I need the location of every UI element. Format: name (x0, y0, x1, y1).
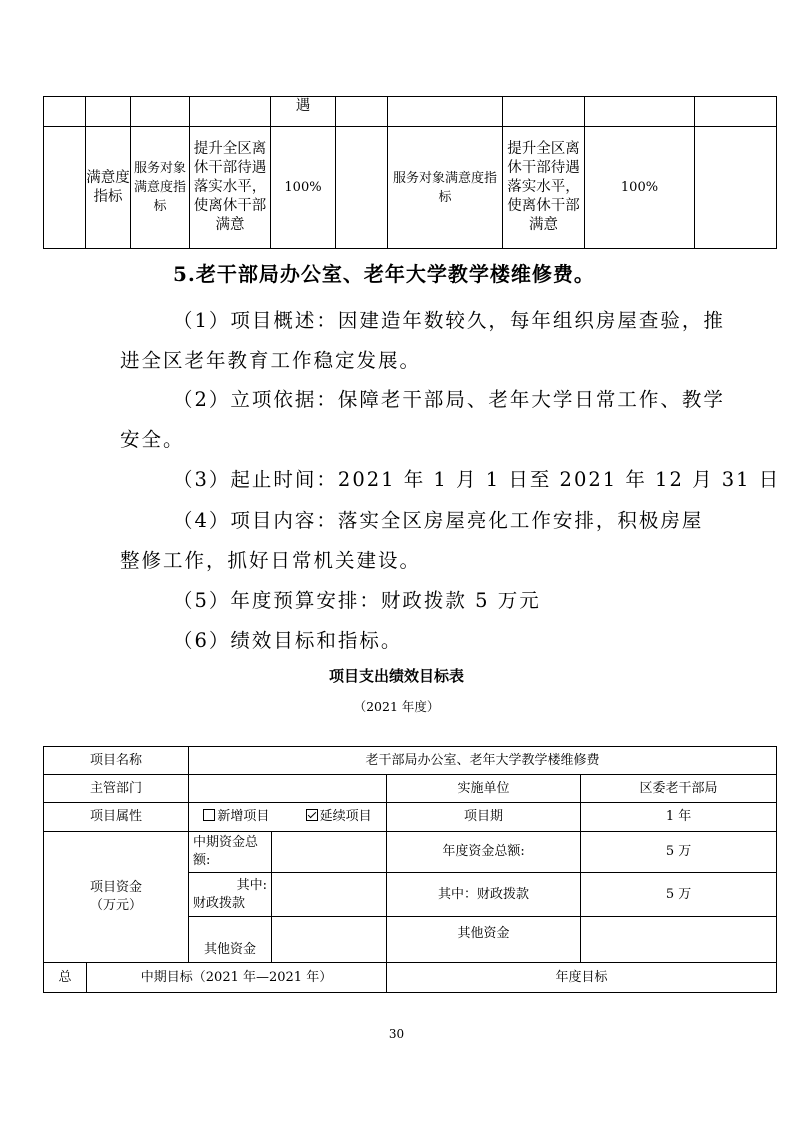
project-attr-label: 项目属性 (44, 803, 189, 832)
mid-fiscal-value (272, 873, 387, 917)
annual-goal-label: 年度目标 (387, 963, 777, 993)
satisfaction-indicator-label: 满意度指标 (86, 127, 131, 249)
indicator-description: 提升全区离休干部待遇落实水平，使离休干部满意 (503, 127, 585, 249)
indicator-description: 提升全区离休干部待遇落实水平，使离休干部满意 (190, 127, 271, 249)
option-new: 新增项目 (217, 809, 270, 824)
paragraph: 安全。 (120, 428, 185, 451)
table-cell (388, 97, 503, 127)
mid-goal-label: 中期目标（2021 年—2021 年） (87, 963, 387, 993)
paragraph: 整修工作，抓好日常机关建设。 (120, 549, 422, 572)
service-satisfaction-label: 服务对象满意度指标 (131, 127, 190, 249)
paragraph: （1）项目概述：因建造年数较久，每年组织房屋查验，推 (173, 309, 725, 332)
table-cell (86, 97, 131, 127)
table-cell (44, 97, 86, 127)
other-funds-label: 其他资金 (189, 917, 272, 963)
table-row (44, 97, 777, 127)
funds-label (44, 832, 189, 963)
annual-fiscal-value: 5 万 (581, 873, 777, 917)
table-cell (695, 127, 777, 249)
mid-total-label: 中期资金总额: (189, 832, 272, 873)
mid-total-value (272, 832, 387, 873)
option-continue: 延续项目 (319, 809, 372, 824)
total-label: 总 (44, 963, 87, 993)
table-row (44, 127, 777, 249)
table-cell (585, 97, 695, 127)
table-title: 项目支出绩效目标表 (328, 667, 464, 685)
fiscal-label-text: 财政拨款 (193, 895, 246, 911)
annual-total-value: 5 万 (581, 832, 777, 873)
table-row (44, 803, 777, 832)
paragraph: （4）项目内容：落实全区房屋亮化工作安排，积极房屋 (173, 509, 704, 532)
paragraph: （5）年度预算安排：财政拨款 5 万元 (173, 589, 541, 612)
section-heading: 5.老干部局办公室、老年大学教学楼维修费。 (173, 262, 595, 286)
mid-other-value (272, 917, 387, 963)
table-row (44, 832, 777, 873)
paragraph: （3）起止时间：2021 年 1 月 1 日至 2021 年 12 月 31 日 (173, 468, 781, 491)
indicator-value: 100% (271, 127, 336, 249)
impl-unit-label: 实施单位 (387, 775, 581, 803)
table-cell (695, 97, 777, 127)
annual-other-label: 其他资金 (387, 917, 581, 963)
dept-label: 主管部门 (44, 775, 189, 803)
table-year: （2021 年度） (353, 699, 440, 714)
project-name-value: 老干部局办公室、老年大学教学楼维修费 (189, 747, 777, 775)
table-row (44, 963, 777, 993)
table-cell (44, 127, 86, 249)
table-cell (503, 97, 585, 127)
checkbox-checked-icon (306, 809, 318, 821)
dept-value (189, 775, 387, 803)
project-name-label: 项目名称 (44, 747, 189, 775)
table-cell (336, 97, 388, 127)
annual-fiscal-label: 其中：财政拨款 (387, 873, 581, 917)
project-attr-options (189, 803, 387, 832)
project-performance-table (43, 746, 777, 993)
table-cell (336, 127, 388, 249)
service-satisfaction-label: 服务对象满意度指标 (388, 127, 503, 249)
table-cell (190, 97, 271, 127)
funds-label-text: 项目资金 (90, 880, 143, 895)
table-row (44, 775, 777, 803)
paragraph: （2）立项依据：保障老干部局、老年大学日常工作、教学 (173, 388, 725, 411)
paragraph: （6）绩效目标和指标。 (173, 629, 403, 652)
indicator-value: 100% (585, 127, 695, 249)
table-cell (131, 97, 190, 127)
among-label: 其中: (236, 877, 268, 893)
annual-other-value (581, 917, 777, 963)
table-cell: 遇 (271, 97, 336, 127)
annual-total-label: 年度资金总额: (387, 832, 581, 873)
period-label: 项目期 (387, 803, 581, 832)
paragraph: 进全区老年教育工作稳定发展。 (120, 349, 422, 372)
impl-unit-value: 区委老干部局 (581, 775, 777, 803)
table-row (44, 747, 777, 775)
performance-indicator-table-continued (43, 96, 777, 249)
page-number: 30 (388, 1027, 405, 1041)
funds-unit-text: （万元） (90, 898, 143, 913)
period-value: 1 年 (581, 803, 777, 832)
checkbox-unchecked-icon (203, 809, 215, 821)
fiscal-label (189, 873, 272, 917)
